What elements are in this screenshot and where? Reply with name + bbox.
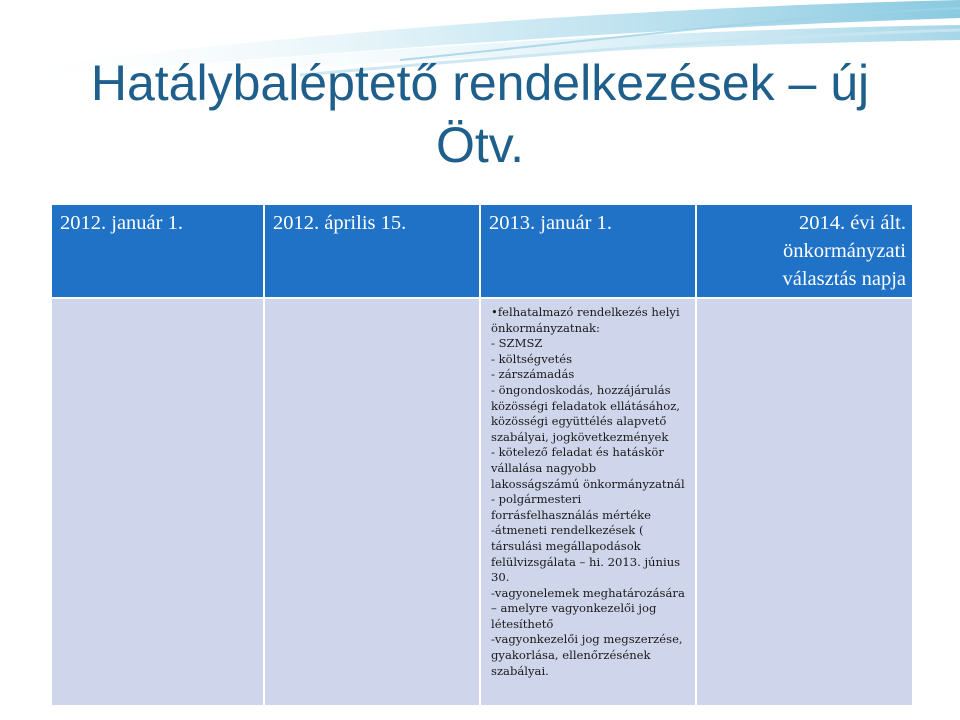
provision-item: -átmeneti rendelkezések ( társulási megállapodások felülvizsgálata – hi. 2013. június 30. xyxy=(491,523,681,585)
provision-item: -vagyonkezelői jog megszerzése, gyakorlása, ellenőrzésének szabályai. xyxy=(491,632,683,678)
provision-item: •felhatalmazó rendelkezés helyi önkormányzatnak: xyxy=(491,305,680,335)
provision-item: - öngondoskodás, hozzájárulás közösségi feladatok ellátásához, közösségi együttélés alapvető szabályai, jogkövetkezmények xyxy=(491,382,680,444)
timeline-cell-2012-jan xyxy=(51,298,264,706)
provision-item: - SZMSZ xyxy=(491,336,543,351)
provision-item: - költségvetés xyxy=(491,351,573,366)
provision-item: - polgármesteri forrásfelhasználás mértéke xyxy=(491,492,651,522)
timeline-cell-2013-jan xyxy=(480,298,696,706)
timeline-header-2012-apr: 2012. április 15. xyxy=(264,204,480,298)
timeline-content-row xyxy=(51,298,913,706)
provisions-list xyxy=(491,305,685,679)
provision-item: - zárszámadás xyxy=(491,367,575,382)
timeline-header-2013-jan: 2013. január 1. xyxy=(480,204,696,298)
timeline-header-2014-election: 2014. évi ált. önkormányzati választás napja xyxy=(696,204,913,298)
provision-item: -vagyonelemek meghatározására – amelyre vagyonkezelői jog létesíthető xyxy=(491,585,685,631)
slide-title: Hatálybaléptető rendelkezések – új Ötv. xyxy=(90,55,870,173)
timeline-header-row xyxy=(51,204,913,298)
timeline-header-2012-jan: 2012. január 1. xyxy=(51,204,264,298)
provision-item: - kötelező feladat és hatáskör vállalása nagyobb lakosságszámú önkormányzatnál xyxy=(491,445,685,491)
timeline-table xyxy=(50,203,914,707)
timeline-cell-2014-election xyxy=(696,298,913,706)
timeline-cell-2012-apr xyxy=(264,298,480,706)
